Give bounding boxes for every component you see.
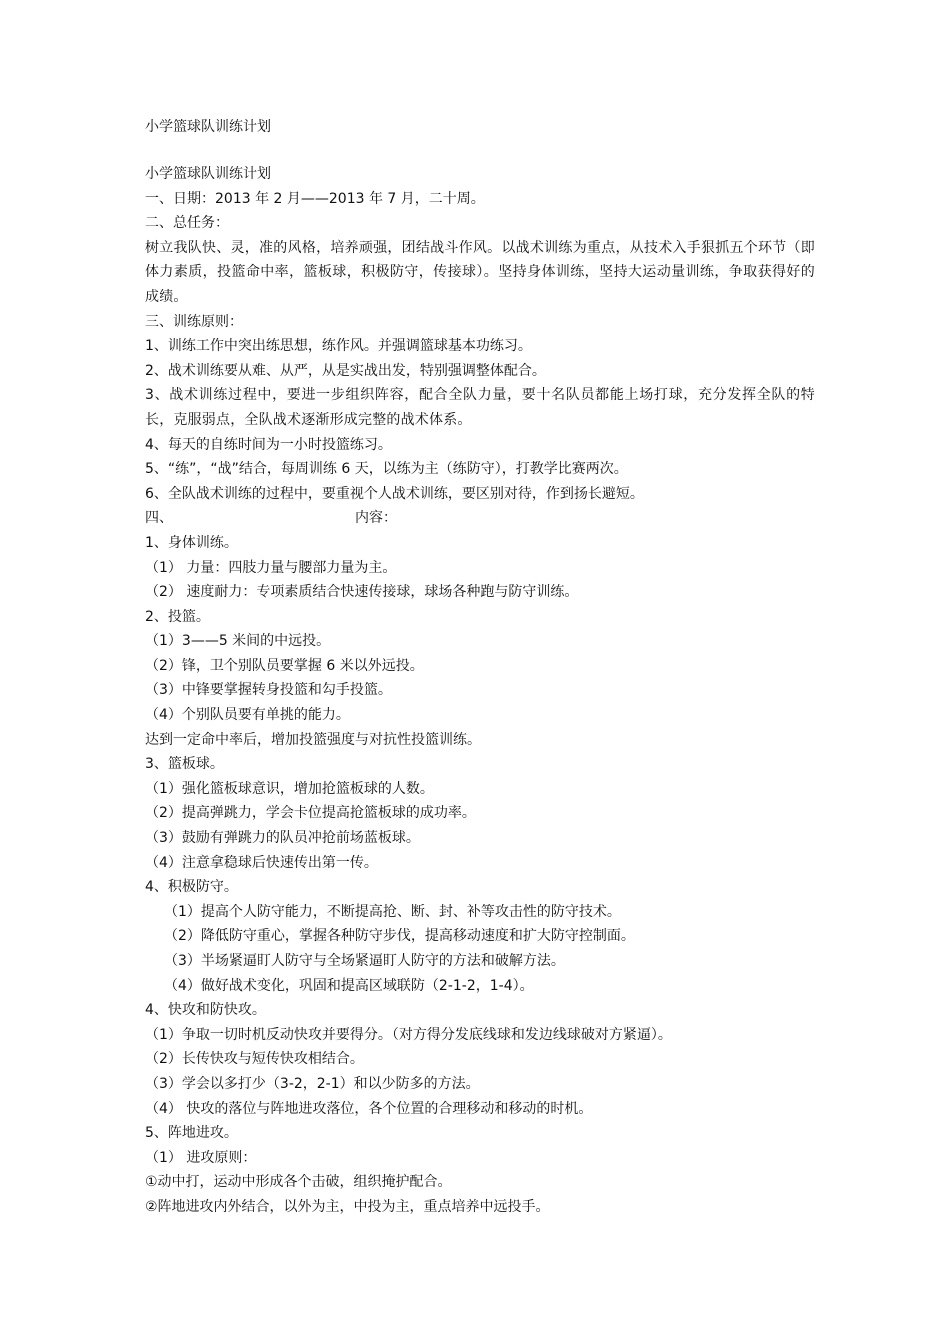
tail-line: （2）长传快攻与短传快攻相结合。 [145,1051,364,1068]
tail-line: （1）争取一切时机反动快攻并要得分。（对方得分发底线球和发边线球破对方紧逼）。 [145,1026,672,1043]
content-line: 4、积极防守。 [145,879,238,896]
content-line: （1）3——5 米间的中远投。 [145,633,331,650]
document-title: 小学篮球队训练计划 [145,119,271,135]
tail-line: 4、快攻和防快攻。 [145,1002,266,1019]
document-body [145,162,815,1220]
overall-task-paragraph: 树立我队快、灵，准的风格，培养顽强，团结战斗作风。以战术训练为重点，从技术入手狠抓五个环节（即体力素质，投篮命中率，篮板球，积极防守，传接球）。坚持身体训练，坚持大运动量训练，争取获得好的成绩。 [145,239,815,305]
principle-6: 6、全队战术训练的过程中，要重视个人战术训练，要区别对待，作到扬长避短。 [145,485,644,502]
defense-item: （2）降低防守重心，掌握各种防守步伐，提高移动速度和扩大防守控制面。 [164,928,635,945]
content-line: （3）鼓励有弹跳力的队员冲抢前场蓝板球。 [145,830,420,847]
content-line: 达到一定命中率后，增加投篮强度与对抗性投篮训练。 [145,731,481,748]
body-heading: 小学篮球队训练计划 [145,166,271,182]
principle-1: 1、训练工作中突出练思想，练作风。并强调篮球基本功练习。 [145,338,532,355]
content-line: （3）中锋要掌握转身投篮和勾手投篮。 [145,682,392,699]
content-line: （1）强化篮板球意识，增加抢篮板球的人数。 [145,780,434,797]
principle-3: 3、战术训练过程中，要进一步组织阵容，配合全队力量，要十名队员都能上场打球，充分发挥全队的特长，克服弱点，全队战术逐渐形成完整的战术体系。 [145,387,815,428]
content-line: 2、投篮。 [145,608,210,625]
content-line: 3、篮板球。 [145,756,224,773]
defense-item: （3）半场紧逼盯人防守与全场紧逼盯人防守的方法和破解方法。 [164,953,565,969]
principle-5: 5、“练”，“战”结合，每周训练 6 天，以练为主（练防守），打教学比赛两次。 [145,461,628,478]
content-line: （2） 速度耐力：专项素质结合快速传接球，球场各种跑与防守训练。 [145,584,579,601]
defense-item: （4）做好战术变化，巩固和提高区域联防（2-1-2，1-4）。 [164,977,534,994]
content-line: （2）锋，卫个别队员要掌握 6 米以外远投。 [145,657,424,674]
section-3-heading: 三、训练原则： [145,313,243,330]
section-4-heading [145,506,815,531]
tail-line: ②阵地进攻内外结合，以外为主，中投为主，重点培养中远投手。 [145,1198,550,1215]
tail-line: （3）学会以多打少（3-2，2-1）和以少防多的方法。 [145,1075,480,1092]
tail-line: ①动中打，运动中形成各个击破，组织掩护配合。 [145,1174,452,1191]
principle-2: 2、战术训练要从难、从严，从是实战出发，特别强调整体配合。 [145,362,546,379]
date-line: 一、日期：2013 年 2 月——2013 年 7 月，二十周。 [145,190,485,207]
tail-line: （4） 快攻的落位与阵地进攻落位，各个位置的合理移动和移动的时机。 [145,1100,593,1117]
section-4-number: 四、 [145,510,173,527]
tail-line: （1） 进攻原则： [145,1149,257,1166]
principle-4: 4、每天的自练时间为一小时投篮练习。 [145,436,392,453]
content-line: （4）注意拿稳球后快速传出第一传。 [145,854,378,871]
section-4-title: 内容： [355,510,397,527]
content-line: 1、身体训练。 [145,534,238,551]
defense-item: （1）提高个人防守能力，不断提高抢、断、封、补等攻击性的防守技术。 [164,903,621,920]
content-line: （4）个别队员要有单挑的能力。 [145,707,350,724]
section-2-heading: 二、总任务： [145,215,229,232]
tail-line: 5、阵地进攻。 [145,1125,238,1142]
content-line: （2）提高弹跳力，学会卡位提高抢篮板球的成功率。 [145,805,476,822]
content-line: （1） 力量：四肢力量与腰部力量为主。 [145,559,397,576]
